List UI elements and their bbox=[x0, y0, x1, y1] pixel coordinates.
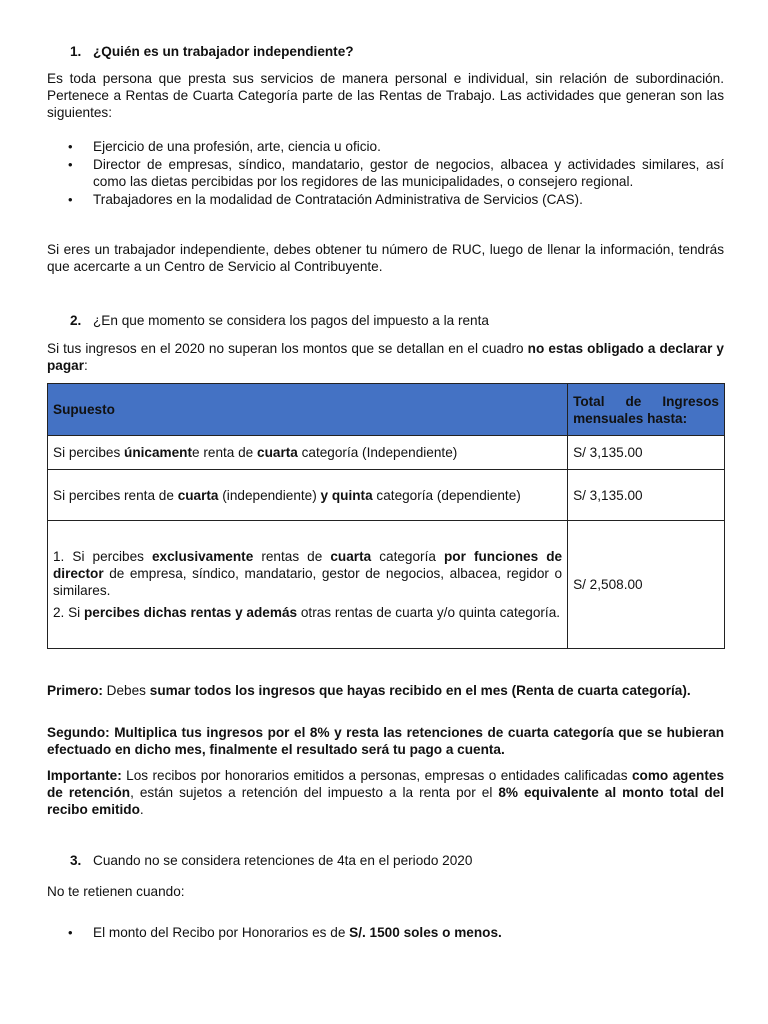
bullet-icon: • bbox=[68, 139, 73, 154]
section3-bullet-list bbox=[47, 924, 724, 941]
section1-intro: Es toda persona que presta sus servicios de manera personal e individual, sin relación de subordinación. Pertenece a Rentas de Cuarta Categoría parte de las Rentas de Trabajo. Las actividades que generan son las siguientes: bbox=[47, 71, 724, 120]
income-threshold-table bbox=[47, 383, 725, 649]
section2-heading-text: ¿En que momento se considera los pagos del impuesto a la renta bbox=[93, 313, 489, 328]
table-cell-paragraph: 1. Si percibes exclusivamente rentas de cuarta categoría por funciones de director de empresa, síndico, mandatario, gestor de negocios, albacea, regidor o similares. bbox=[53, 549, 563, 598]
section2-number: 2. bbox=[70, 313, 82, 328]
table-cell-amount: S/ 3,135.00 bbox=[568, 470, 725, 521]
table-row bbox=[48, 521, 725, 649]
table-cell-supuesto: Si percibes renta de cuarta (independiente) y quinta categoría (dependiente) bbox=[48, 470, 568, 521]
table-header-row bbox=[48, 384, 725, 436]
segundo-paragraph: Segundo: Multiplica tus ingresos por el 8% y resta las retenciones de cuarta categoría que se hubieran efectuado en dicho mes, finalmente el resultado será tu pago a cuenta. bbox=[47, 725, 724, 757]
primero-paragraph: Primero: Debes sumar todos los ingresos que hayas recibido en el mes (Renta de cuarta categoría). bbox=[47, 683, 691, 698]
bullet-icon: • bbox=[68, 192, 73, 207]
section2-intro: Si tus ingresos en el 2020 no superan los montos que se detallan en el cuadro no estas obligado a declarar y pagar: bbox=[47, 341, 724, 373]
table-row bbox=[48, 436, 725, 470]
table-row bbox=[48, 470, 725, 521]
table-cell-amount: S/ 3,135.00 bbox=[568, 436, 725, 470]
section1-bullet-list bbox=[47, 138, 724, 208]
section3-number: 3. bbox=[70, 853, 82, 868]
section3-heading-text: Cuando no se considera retenciones de 4ta en el periodo 2020 bbox=[93, 853, 473, 868]
bullet-icon: • bbox=[68, 157, 73, 172]
list-item: • Director de empresas, síndico, mandatario, gestor de negocios, albacea y actividades similares, así como las dietas percibidas por los regidores de las municipalidades, o consejero regional. bbox=[68, 157, 724, 189]
table-header-total: Total de Ingresos mensuales hasta: bbox=[568, 384, 725, 436]
importante-paragraph: Importante: Los recibos por honorarios emitidos a personas, empresas o entidades calificadas como agentes de retención, están sujetos a retención del impuesto a la renta por el 8% equivalente al monto total del recibo emitido. bbox=[47, 768, 725, 817]
section1-outro: Si eres un trabajador independiente, debes obtener tu número de RUC, luego de llenar la información, tendrás que acercarte a un Centro de Servicio al Contribuyente. bbox=[47, 242, 724, 274]
section1-heading-text: ¿Quién es un trabajador independiente? bbox=[93, 44, 354, 59]
table-cell-supuesto: Si percibes únicamente renta de cuarta categoría (Independiente) bbox=[48, 436, 568, 470]
list-item: • Ejercicio de una profesión, arte, ciencia u oficio. bbox=[68, 139, 381, 154]
table-cell-amount: S/ 2,508.00 bbox=[568, 521, 725, 649]
list-item: • El monto del Recibo por Honorarios es de S/. 1500 soles o menos. bbox=[68, 925, 502, 940]
bullet-icon: • bbox=[68, 925, 73, 940]
list-item: • Trabajadores en la modalidad de Contratación Administrativa de Servicios (CAS). bbox=[68, 192, 583, 207]
section1-number: 1. bbox=[70, 44, 82, 59]
section3-intro: No te retienen cuando: bbox=[47, 884, 185, 899]
table-header-supuesto: Supuesto bbox=[48, 384, 568, 436]
table-cell-supuesto bbox=[48, 521, 568, 649]
table-cell-paragraph: 2. Si percibes dichas rentas y además otras rentas de cuarta y/o quinta categoría. bbox=[53, 605, 561, 620]
